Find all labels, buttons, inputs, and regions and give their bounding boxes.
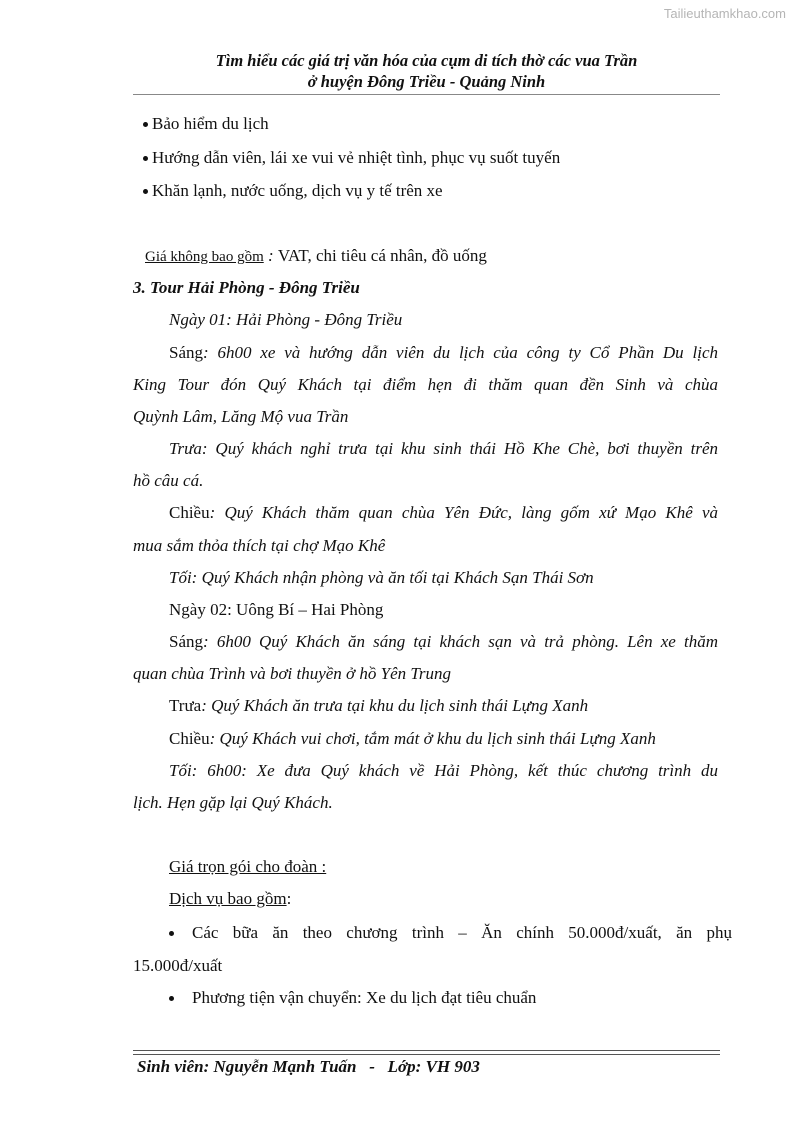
footer-student-name: Nguyễn Mạnh Tuấn: [213, 1057, 357, 1076]
package-price-label: Giá trọn gói cho đoàn :: [169, 857, 327, 876]
header-line-2: ở huyện Đông Triều - Quảng Ninh: [307, 72, 546, 91]
bullet-icon: [143, 189, 148, 194]
day2-afternoon-text: : Quý Khách vui chơi, tắm mát ở khu du lịch sinh thái Lựng Xanh: [209, 729, 656, 748]
footer-student-label: Sinh viên:: [137, 1057, 210, 1076]
footer-class-label: Lớp:: [387, 1057, 422, 1076]
watermark: Tailieuthamkhao.com: [663, 6, 786, 21]
footer-sep: -: [356, 1057, 388, 1076]
day1-title: Ngày 01: Hải Phòng - Đông Triều: [169, 310, 403, 329]
day2-noon-text: : Quý Khách ăn trưa tại khu du lịch sinh thái Lựng Xanh: [201, 696, 589, 715]
excluded-sep: :: [263, 246, 278, 265]
day1-morning-line-3: Quỳnh Lâm, Lăng Mộ vua Trần: [133, 407, 349, 426]
day1-noon-line-2: hồ câu cá.: [133, 471, 204, 490]
bullet-item: [143, 147, 560, 169]
running-header: [133, 50, 720, 92]
services-heading: [169, 888, 291, 910]
day2-morning-text: : 6h00 Quý Khách ăn sáng tại khách sạn và trả phòng. Lên xe thăm: [203, 632, 718, 651]
services-label: Dịch vụ bao gồm: [169, 889, 287, 908]
day1-morning-label: Sáng: [169, 343, 203, 362]
footer-class-value: VH 903: [425, 1057, 480, 1076]
day1-evening: Tối: Quý Khách nhận phòng và ăn tối tại Khách Sạn Thái Sơn: [169, 568, 594, 587]
header-rule: [133, 94, 720, 95]
day1-afternoon-text: : Quý Khách thăm quan chùa Yên Đức, làng gốm xứ Mạo Khê và: [209, 503, 718, 522]
bullet-item: [143, 180, 443, 202]
service-item-1-line-1: [169, 922, 732, 944]
day2-afternoon: [169, 728, 656, 750]
day2-morning-label: Sáng: [169, 632, 203, 651]
bullet-icon: [143, 156, 148, 161]
footer: [137, 1056, 480, 1078]
day2-morning-line-1: [169, 631, 718, 653]
day1-morning-text: : 6h00 xe và hướng dẫn viên du lịch của công ty Cổ Phần Du lịch: [203, 343, 718, 362]
day2-noon-label: Trưa: [169, 696, 202, 715]
day1-afternoon-line-1: [169, 502, 718, 524]
excluded-line: [145, 245, 487, 268]
service-item-2: [169, 987, 536, 1009]
footer-rule: [133, 1050, 720, 1051]
bullet-icon: [143, 122, 148, 127]
bullet-icon: [169, 931, 174, 936]
day2-afternoon-label: Chiều: [169, 729, 210, 748]
day2-noon: [169, 695, 588, 717]
day1-morning-line-2: King Tour đón Quý Khách tại điểm hẹn đi thăm quan đền Sinh và chùa: [133, 375, 718, 394]
section-title: 3. Tour Hải Phòng - Đông Triều: [133, 278, 360, 297]
day1-afternoon-line-2: mua sắm thỏa thích tại chợ Mạo Khê: [133, 536, 386, 555]
bullet-item: [143, 113, 269, 135]
service-item-1-line-2: 15.000đ/xuất: [133, 956, 223, 975]
excluded-label: Giá không bao gồm: [145, 249, 264, 265]
day2-evening-line-1: Tối: 6h00: Xe đưa Quý khách về Hải Phòng, kết thúc chương trình du: [169, 761, 718, 780]
day1-morning-line-1: [169, 342, 718, 364]
day1-noon-line-1: Trưa: Quý khách nghỉ trưa tại khu sinh thái Hồ Khe Chè, bơi thuyền trên: [169, 439, 718, 458]
bullet-icon: [169, 996, 174, 1001]
footer-rule-inner: [133, 1054, 720, 1055]
day1-afternoon-label: Chiều: [169, 503, 210, 522]
bullet-text: Hướng dẫn viên, lái xe vui vẻ nhiệt tình, phục vụ suốt tuyến: [152, 148, 561, 167]
service-item-2-text: Phương tiện vận chuyển: Xe du lịch đạt tiêu chuẩn: [192, 988, 537, 1007]
day2-title: Ngày 02: Uông Bí – Hai Phòng: [169, 600, 384, 619]
bullet-text: Khăn lạnh, nước uống, dịch vụ y tế trên xe: [152, 181, 443, 200]
header-line-1: Tìm hiểu các giá trị văn hóa của cụm di tích thờ các vua Trần: [215, 51, 638, 70]
services-colon: :: [286, 889, 292, 908]
service-item-1-text: Các bữa ăn theo chương trình – Ăn chính 50.000đ/xuất, ăn phụ: [192, 923, 732, 942]
day2-evening-line-2: lịch. Hẹn gặp lại Quý Khách.: [133, 793, 333, 812]
excluded-text: VAT, chi tiêu cá nhân, đồ uống: [277, 246, 487, 265]
day2-morning-line-2: quan chùa Trình và bơi thuyền ở hồ Yên Trung: [133, 664, 452, 683]
bullet-text: Bảo hiểm du lịch: [152, 114, 269, 133]
